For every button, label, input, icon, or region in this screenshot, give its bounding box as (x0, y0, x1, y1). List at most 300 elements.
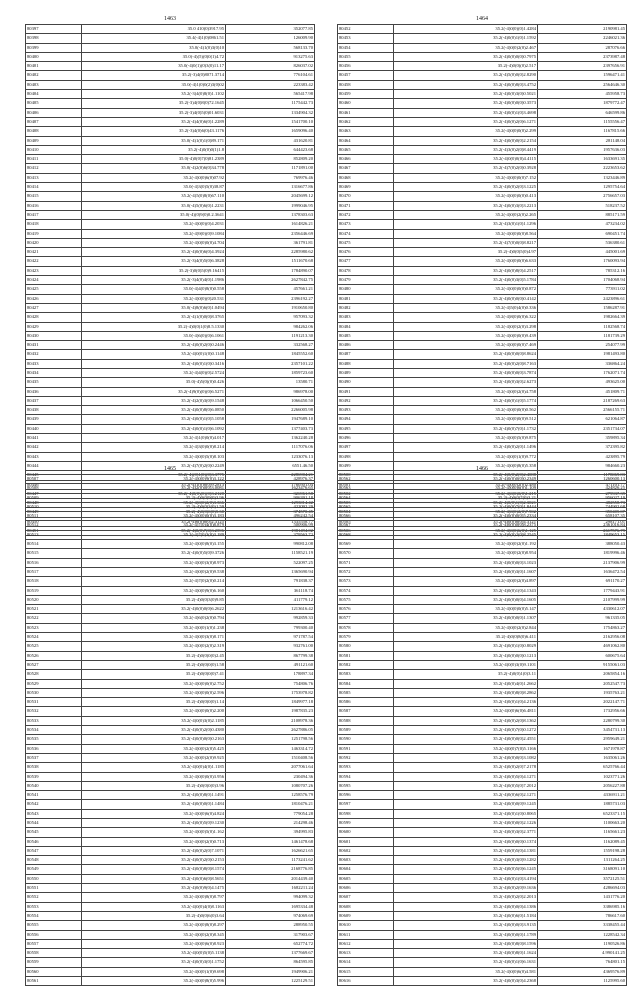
code-cell: 35.2(-4)0(0)7(0)3.21 (394, 493, 538, 502)
value-cell: 1695334.48 (226, 902, 315, 911)
code-cell: 35.2(-4)0(0)1(0)0.3416 (82, 359, 226, 368)
code-cell: 35.2(-4)0(0)3(0)2.1185 (82, 716, 226, 725)
row-id-cell: 80605 (338, 874, 394, 883)
code-cell: 35.2(-4)0(0)7(0)1.1732 (394, 424, 538, 433)
table-row (338, 623, 627, 632)
value-cell: 1987835.23 (226, 707, 315, 716)
value-cell: 1251798.56 (226, 735, 315, 744)
row-id-cell: 80525 (26, 642, 82, 651)
row-id-cell: 80466 (338, 155, 394, 164)
table-row (26, 716, 315, 725)
table-row (26, 502, 315, 511)
table-row (26, 911, 315, 920)
code-cell: 35.2(-4)0(0)0(0)2.2154 (394, 136, 538, 145)
code-cell: 35.2(-4)0(0)7(0)0.1272 (394, 726, 538, 735)
table-row (338, 846, 627, 855)
code-cell: 35.2(-4)0(0)0(0)0.1374 (394, 837, 538, 846)
code-cell: 35.2(-4)0(0)8(0)8.797 (82, 893, 226, 902)
value-cell: 1510408.56 (226, 753, 315, 762)
row-id-cell: 80526 (26, 651, 82, 660)
table-row (26, 688, 315, 697)
row-id-cell: 80494 (338, 415, 394, 424)
table-row (338, 744, 627, 753)
code-cell: 35.2(-3)4(0)5(0)01.6031 (82, 108, 226, 117)
code-cell: 35.2(-4)0(0)5(0)9.1230 (82, 818, 226, 827)
code-cell: 35.2(-4)0(0)0(0)1.1484 (82, 800, 226, 809)
code-cell: 35.2(-4)0(0)7(0)1.8444 (394, 502, 538, 511)
row-id-cell: 80452 (338, 25, 394, 34)
code-cell: 35.2(-4)0(0)1(0)0.8065 (394, 809, 538, 818)
value-cell: 394995.83 (226, 828, 315, 837)
value-cell: 1080707.26 (226, 781, 315, 790)
value-cell: 1623476.65 (226, 484, 315, 493)
row-id-cell: 80404 (26, 90, 82, 99)
code-cell: 35.2(-4)0(0)1(0)3.11 (394, 670, 538, 679)
table-row (338, 698, 627, 707)
row-id-cell: 80417 (26, 210, 82, 219)
row-id-cell: 80512 (26, 521, 82, 530)
code-cell: 35.2(-4)0(0)0(0)3.7874 (394, 368, 538, 377)
value-cell: 2187269.63 (538, 396, 627, 405)
value-cell: 1704068.94 (538, 276, 627, 285)
value-cell: 1311264.25 (538, 856, 627, 865)
code-cell: 35.2(-4)0(0)6(0)8.923 (82, 939, 226, 948)
row-id-cell: 80408 (26, 127, 82, 136)
table-row (338, 921, 627, 930)
code-cell: 35.2(-4)0(0)2(0)1.192 (394, 540, 538, 549)
row-id-cell: 80580 (338, 642, 394, 651)
row-id-cell: 80487 (338, 350, 394, 359)
row-id-cell: 80423 (26, 266, 82, 275)
value-cell: 1682211.24 (226, 884, 315, 893)
row-id-cell: 80505 (338, 517, 394, 526)
code-cell: 35.2(-4)0(0)6(0)6.4811 (394, 707, 538, 716)
row-id-cell: 80562 (338, 475, 394, 484)
value-cell: 984660.23 (538, 461, 627, 470)
row-id-cell: 80551 (26, 884, 82, 893)
table-row (338, 313, 627, 322)
code-cell: 35.2(-4)0(0)1(0)4.1343 (394, 586, 538, 595)
row-id-cell: 80411 (26, 155, 82, 164)
value-cell: 223383.42 (226, 80, 315, 89)
row-id-cell: 80433 (26, 359, 82, 368)
value-cell: 178897.34 (226, 670, 315, 679)
table-row (26, 229, 315, 238)
value-cell: 1626621.65 (226, 846, 315, 855)
table-row (26, 276, 315, 285)
row-id-cell: 80447 (26, 489, 82, 498)
value-cell: 1158521.19 (226, 549, 315, 558)
code-cell: 35.2(-4)0(0)2(0)8.1362 (394, 716, 538, 725)
row-id-cell: 80598 (338, 809, 394, 818)
table-row (338, 707, 627, 716)
table-row (338, 434, 627, 443)
table-row (338, 828, 627, 837)
table-row (26, 800, 315, 809)
table-row (338, 837, 627, 846)
table-row (26, 303, 315, 312)
table-row (338, 549, 627, 558)
value-cell: 1957636.03 (538, 145, 627, 154)
row-id-cell: 80585 (338, 688, 394, 697)
value-cell: 1173241.62 (226, 856, 315, 865)
table-row (26, 744, 315, 753)
code-cell: 35.0(-4)0(0)7(0)81.2389 (82, 155, 226, 164)
row-id-cell: 80516 (26, 558, 82, 567)
table-row (26, 493, 315, 502)
value-cell: 776104.61 (226, 71, 315, 80)
table-row (26, 285, 315, 294)
row-id-cell: 80426 (26, 294, 82, 303)
panel-title: 1465 (164, 466, 176, 472)
table-row (338, 977, 627, 986)
table-panel-bottom-left (25, 464, 315, 986)
table-row (338, 958, 627, 967)
table-row (338, 949, 627, 958)
code-cell: 35.0(-4)8(0)6(0)1.0494 (82, 303, 226, 312)
code-cell: 35.2(-4)0(0)8(0)8.297 (82, 921, 226, 930)
row-id-cell: 80534 (26, 726, 82, 735)
code-cell: 35.2(-3)4(0)6(0)43.1176 (82, 127, 226, 136)
value-cell: 2423896.61 (538, 294, 627, 303)
value-cell: 2223653.62 (538, 164, 627, 173)
row-id-cell: 80558 (26, 949, 82, 958)
code-cell: 35.2(-4)7(0)2(0)0.2249 (82, 461, 226, 470)
code-cell: 35.2(-4)0(0)0(0)2.596 (82, 688, 226, 697)
value-cell: 984262.06 (226, 322, 315, 331)
value-cell: 3454731.13 (538, 726, 627, 735)
code-cell: 35.2(-4)0(0)3(0)2.6273 (394, 378, 538, 387)
table-row (338, 294, 627, 303)
table-row (26, 136, 315, 145)
table-row (338, 475, 627, 484)
value-cell: 1365690.94 (226, 567, 315, 576)
value-cell: 374570.45 (226, 508, 315, 517)
row-id-cell: 80455 (338, 52, 394, 61)
value-cell: 1175442.73 (226, 99, 315, 108)
row-id-cell: 80520 (26, 595, 82, 604)
table-row (26, 43, 315, 52)
code-cell: 35.2(-3)0(0)5(0)9.16415 (82, 266, 226, 275)
table-row (338, 911, 627, 920)
row-id-cell: 80449 (26, 508, 82, 517)
data-table (337, 24, 627, 536)
table-row (338, 577, 627, 586)
value-cell: 1377403.73 (226, 424, 315, 433)
value-cell: 2266005.98 (226, 406, 315, 415)
panel-title: 1463 (164, 16, 176, 22)
value-cell: 1260600.13 (538, 475, 627, 484)
value-cell: 1228542.34 (538, 930, 627, 939)
row-id-cell: 80606 (338, 884, 394, 893)
code-cell: 35.2(-4)0(0)2(0)0.2153 (82, 856, 226, 865)
value-cell: 2065854.16 (538, 670, 627, 679)
code-cell: 35.2(-4)0(0)1(0)9.698 (82, 967, 226, 976)
row-id-cell: 80401 (26, 62, 82, 71)
value-cell: 428976.37 (226, 475, 315, 484)
value-cell: 1614826.21 (226, 220, 315, 229)
table-row (26, 183, 315, 192)
table-row (26, 809, 315, 818)
row-id-cell: 80596 (338, 791, 394, 800)
table-row (338, 257, 627, 266)
code-cell: 35.2(-4)0(0)6(0)4.3924 (82, 248, 226, 257)
row-id-cell: 80482 (338, 303, 394, 312)
row-id-cell: 80583 (338, 670, 394, 679)
value-cell: 1377669.67 (226, 949, 315, 958)
row-id-cell: 80470 (338, 192, 394, 201)
row-id-cell: 80439 (26, 415, 82, 424)
row-id-cell: 80549 (26, 865, 82, 874)
row-id-cell: 80410 (26, 145, 82, 154)
code-cell: 35.2(-4)0(0)1(0)6.1631 (394, 958, 538, 967)
row-id-cell: 80483 (338, 313, 394, 322)
code-cell: 35.2(-4)0(0)0(0)7.41 (82, 670, 226, 679)
value-cell: 1671978.87 (538, 744, 627, 753)
value-cell: 1066450.50 (226, 396, 315, 405)
row-id-cell: 80472 (338, 210, 394, 219)
row-id-cell: 80419 (26, 229, 82, 238)
row-id-cell: 80461 (338, 108, 394, 117)
code-cell: 35.2(-4)0(0)1(0)1.1592 (394, 34, 538, 43)
row-id-cell: 80530 (26, 688, 82, 697)
code-cell: 35.2(-4)0(0)0(0)3.96 (82, 781, 226, 790)
code-cell: 35.0(-4)(0)9(0)0.2.3641 (82, 210, 226, 219)
code-cell: 35.2(-4)0(0)6(0)8.5651 (82, 874, 226, 883)
table-row (26, 846, 315, 855)
code-cell: 35.2(-4)0(0)3(0)9.1101 (394, 660, 538, 669)
value-cell: 411779.12 (226, 595, 315, 604)
code-cell: 35.2(-4)0(0)3(0)5.1784 (394, 276, 538, 285)
row-id-cell: 80486 (338, 341, 394, 350)
code-cell: 35.2(-4)0(0)8(0)5.358 (394, 461, 538, 470)
value-cell: 2959649.21 (538, 735, 627, 744)
code-cell: 35.2(-4)0(0)5(0)4.1381 (394, 846, 538, 855)
table-panel-top-left (25, 14, 315, 536)
value-cell: 2022147.71 (538, 698, 627, 707)
code-cell: 35.2(-4)0(0)0(0)0.7975 (394, 52, 538, 61)
value-cell: 1732956.66 (538, 707, 627, 716)
code-cell: 35.2(-4)0(0)2(0)8.2545 (394, 530, 538, 539)
value-cell: 2107999.99 (538, 595, 627, 604)
row-id-cell: 80571 (338, 558, 394, 567)
row-id-cell: 80460 (338, 99, 394, 108)
table-row (26, 837, 315, 846)
value-cell: 4369576.89 (538, 967, 627, 976)
code-cell: 35.2(-4)0(0)0(0)1.215 (394, 489, 538, 498)
code-cell: 35.2(-4)0(0)7(0)5.1166 (394, 744, 538, 753)
table-row (26, 341, 315, 350)
table-row (26, 865, 315, 874)
code-cell: 35.2(-4)0(0)2(0)0.2446 (82, 341, 226, 350)
value-cell: 852809.20 (226, 155, 315, 164)
table-row (338, 34, 627, 43)
table-row (338, 595, 627, 604)
table-panel-bottom-right (337, 464, 627, 986)
row-id-cell: 80500 (338, 471, 394, 480)
value-cell: 1295754.64 (538, 183, 627, 192)
value-cell: 536380.61 (538, 238, 627, 247)
row-id-cell: 80490 (338, 378, 394, 387)
code-cell: 35.2(-4)8(0)0(0)6.322 (394, 313, 538, 322)
table-row (26, 763, 315, 772)
table-row (26, 642, 315, 651)
value-cell: 764801.15 (538, 958, 627, 967)
row-id-cell: 80565 (338, 502, 394, 511)
value-cell: 986978.00 (226, 387, 315, 396)
code-cell: 35.2(-4)5(0)0(0)2.8290 (394, 71, 538, 80)
value-cell: 298171.01 (538, 517, 627, 526)
code-cell: 35.2(-3)4(0)8071.3714 (82, 71, 226, 80)
value-cell: 423895.79 (538, 452, 627, 461)
value-cell: 644423.68 (226, 145, 315, 154)
table-row (26, 707, 315, 716)
table-row (26, 108, 315, 117)
row-id-cell: 80444 (26, 461, 82, 470)
row-id-cell: 80430 (26, 331, 82, 340)
value-cell: 500906.99 (226, 521, 315, 530)
table-row (26, 521, 315, 530)
code-cell: 35.2(-4)0(0)5(0)4.1271 (394, 772, 538, 781)
table-row (338, 660, 627, 669)
value-cell: 2357101.22 (226, 359, 315, 368)
row-id-cell: 80427 (26, 303, 82, 312)
code-cell: 35.2(-4)0(0)5(0)6.1245 (394, 865, 538, 874)
row-id-cell: 80465 (338, 145, 394, 154)
table-row (338, 763, 627, 772)
code-cell: 35.2(-4)0(0)5(0)1.162 (82, 828, 226, 837)
value-cell: 1541700.10 (226, 117, 315, 126)
table-row (26, 52, 315, 61)
code-cell: 35.2(-4)0(0)2(0)5.425 (82, 744, 226, 753)
value-cell: 1849977.18 (226, 698, 315, 707)
value-cell: 496242.54 (226, 512, 315, 521)
code-cell: 35.0(-4)(5)(0)0(1)4.72 (82, 52, 226, 61)
table-row (26, 396, 315, 405)
value-cell: 2137906.99 (538, 558, 627, 567)
table-row (26, 633, 315, 642)
code-cell: 35.2(-4)0(0)0(0)0.2163 (82, 735, 226, 744)
code-cell: 35.2(-4)0(0)0(0)3.956 (82, 772, 226, 781)
value-cell: 885171.59 (538, 210, 627, 219)
value-cell: 1910650.80 (226, 303, 315, 312)
row-id-cell: 80573 (338, 577, 394, 586)
table-row (338, 614, 627, 623)
row-id-cell: 80397 (26, 25, 82, 34)
table-row (26, 893, 315, 902)
value-cell: 2396192.27 (226, 294, 315, 303)
row-id-cell: 80578 (338, 623, 394, 632)
row-id-cell: 80473 (338, 220, 394, 229)
value-cell: 1810476.21 (226, 800, 315, 809)
code-cell: 35.2(-4)0(0)0(1)1.8 (82, 145, 226, 154)
row-id-cell: 80527 (26, 660, 82, 669)
row-id-cell: 80616 (338, 977, 394, 986)
value-cell: 690451.74 (538, 229, 627, 238)
table-row (338, 540, 627, 549)
code-cell: 35.2(-4)0(0)1(0)5.1058 (82, 415, 226, 424)
row-id-cell: 80515 (26, 549, 82, 558)
table-row (26, 210, 315, 219)
row-id-cell: 80429 (26, 322, 82, 331)
code-cell: 35.2(-4)0(0)2(0)9.538 (82, 567, 226, 576)
row-id-cell: 80593 (338, 763, 394, 772)
value-cell: 471101.77 (538, 480, 627, 489)
value-cell: 867799.38 (226, 651, 315, 660)
code-cell: 35.2(-4)0(0)(0)(0)3.2120 (82, 489, 226, 498)
row-id-cell: 80601 (338, 837, 394, 846)
value-cell: 2356446.69 (226, 229, 315, 238)
data-table (25, 24, 315, 536)
value-cell: 565417.98 (226, 90, 315, 99)
code-cell: 35.2(-4)0(0)2(0)7.1071 (82, 846, 226, 855)
table-row (338, 127, 627, 136)
row-id-cell: 80544 (26, 818, 82, 827)
code-cell: 35.2(-4)0(0)1(0)0.8029 (394, 642, 538, 651)
value-cell: 332568.27 (226, 341, 315, 350)
table-row (26, 549, 315, 558)
table-row (26, 698, 315, 707)
row-id-cell: 80542 (26, 800, 82, 809)
table-row (338, 71, 627, 80)
table-row (338, 493, 627, 502)
table-row (26, 856, 315, 865)
value-cell: 990812.08 (226, 540, 315, 549)
table-row (26, 192, 315, 201)
value-cell: 491121.60 (226, 660, 315, 669)
row-id-cell: 80501 (338, 480, 394, 489)
table-row (338, 359, 627, 368)
value-cell: 2108978.36 (226, 716, 315, 725)
code-cell: 35.2(-4)0(0)2(0)2.480 (394, 480, 538, 489)
value-cell: 1190526.86 (538, 939, 627, 948)
code-cell: 35.2(-4)0(0)1(0)8.5.1330 (82, 322, 226, 331)
row-id-cell: 80588 (338, 716, 394, 725)
value-cell: 326961.58 (226, 489, 315, 498)
row-id-cell: 80407 (26, 117, 82, 126)
table-row (26, 322, 315, 331)
code-cell: 35.2(-4)0(0)8(0)6.411 (394, 633, 538, 642)
row-id-cell: 80485 (338, 331, 394, 340)
row-id-cell: 80409 (26, 136, 82, 145)
value-cell: 1165661.23 (538, 828, 627, 837)
code-cell: 35.2(-4)0(0)0(0)7.469 (394, 341, 538, 350)
data-table (337, 474, 627, 986)
table-row (26, 958, 315, 967)
value-cell: 518237.52 (538, 201, 627, 210)
code-cell: 35.2(-4)0(0)5(0)9.3726 (82, 549, 226, 558)
row-id-cell: 80432 (26, 350, 82, 359)
row-id-cell: 80428 (26, 313, 82, 322)
code-cell: 35.2(-4)2(0)3(0)9.1548 (82, 396, 226, 405)
table-row (338, 856, 627, 865)
table-row (26, 80, 315, 89)
row-id-cell: 80517 (26, 567, 82, 576)
row-id-cell: 80425 (26, 285, 82, 294)
code-cell: 35.0(-4)1(0)1(0)89.171 (82, 136, 226, 145)
table-row (26, 651, 315, 660)
value-cell: 1023771.26 (538, 772, 627, 781)
code-cell: 35.2(-4)0(0)(0)2.517 (394, 62, 538, 71)
row-id-cell: 80546 (26, 837, 82, 846)
row-id-cell: 80560 (26, 967, 82, 976)
table-row (26, 145, 315, 154)
value-cell: 971787.54 (226, 633, 315, 642)
code-cell: 35.2(-3)4(0)8(0)1.1102 (82, 90, 226, 99)
row-id-cell: 80508 (26, 484, 82, 493)
row-id-cell: 80468 (338, 173, 394, 182)
value-cell: 6551.46.50 (226, 461, 315, 470)
